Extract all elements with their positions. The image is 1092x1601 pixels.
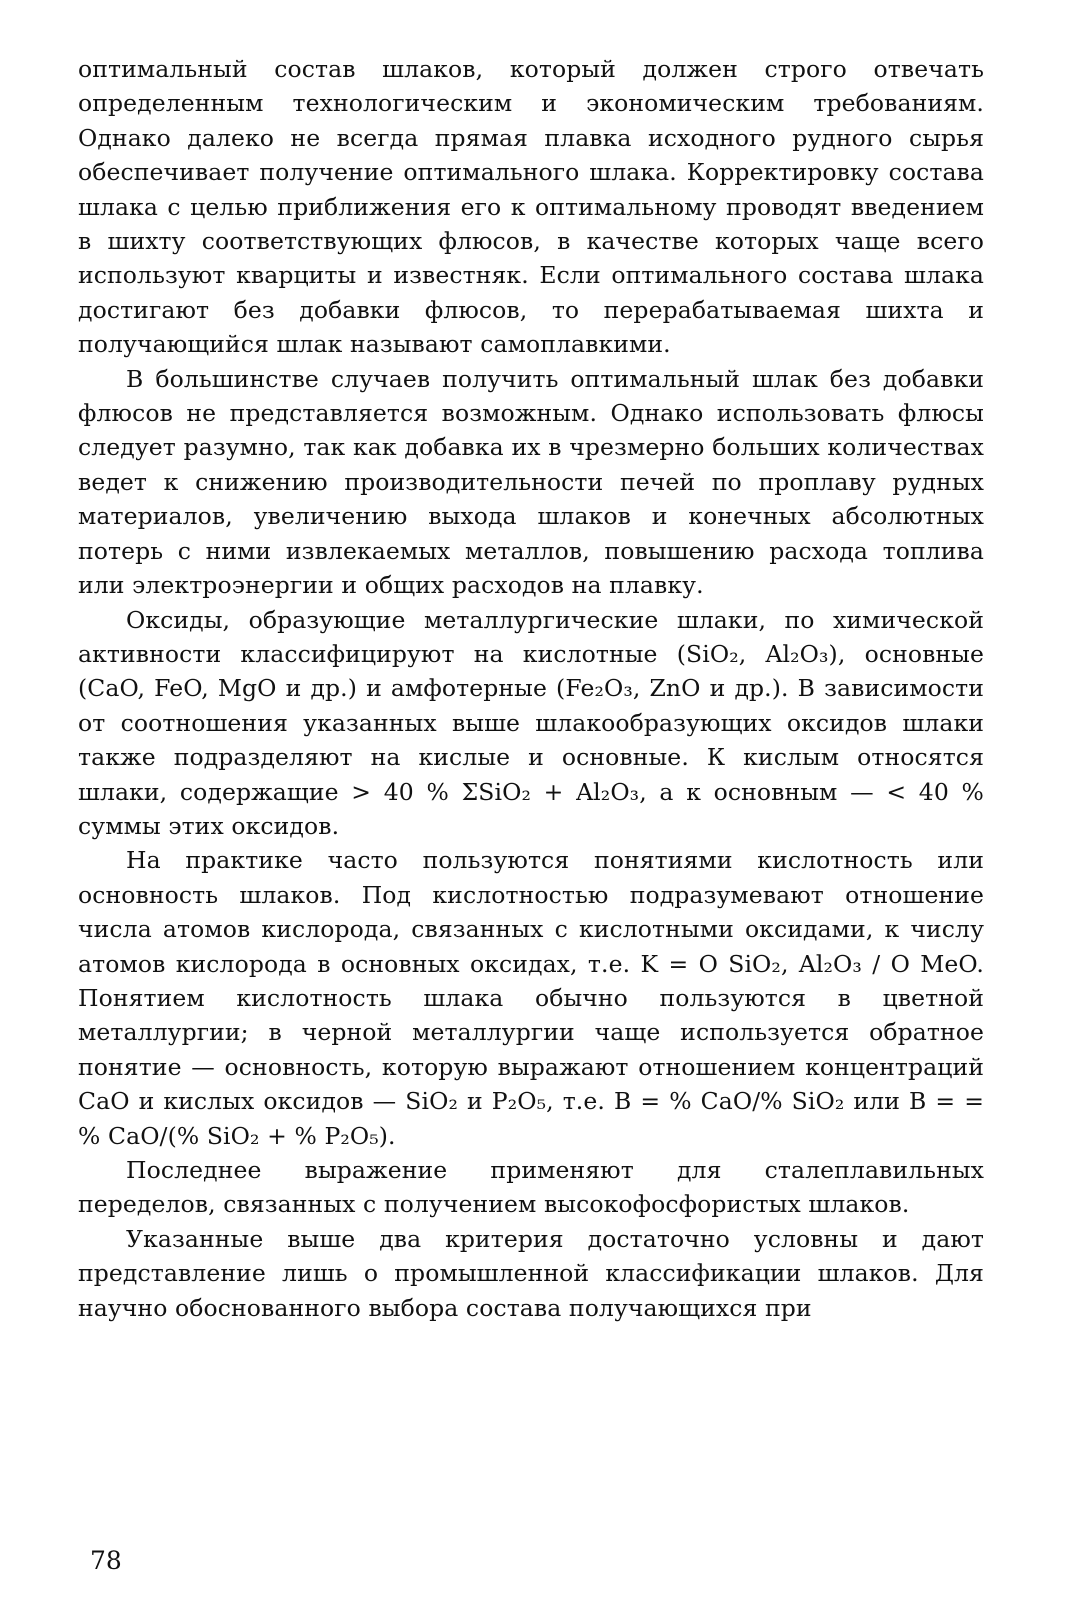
paragraph-2: В большинстве случаев получить оптимальный шлак без добавки флюсов не представляется возможным. Однако использовать флюсы следует разумно, так как добавка их в чрезмерно больших количествах ведет к снижению производительности печей по проплаву рудных материалов, увеличению выхода шлаков и конечных абсолютных потерь с ними извлекаемых металлов, повышению расхода топлива или электроэнергии и общих расходов на плавку. bbox=[78, 364, 984, 600]
paragraph-4: На практике часто пользуются понятиями кислотность или основность шлаков. Под кислотностью подразумевают отношение числа атомов кислорода, связанных с кислотными оксидами, к числу атомов кислорода в основных оксидах, т.е. K = O SiO₂, Al₂O₃ / O MeO. Понятием кислотность шлака обычно пользуются в цветной металлургии; в черной металлургии чаще используется обратное понятие — основность, которую выражают отношением концентраций CaO и кислых оксидов — SiO₂ и P₂O₅, т.е. B = % CaO/% SiO₂ или B = = % CaO/(% SiO₂ + % P₂O₅). bbox=[78, 846, 984, 1150]
paragraph-3: Оксиды, образующие металлургические шлаки, по химической активности классифицируют на кислотные (SiO₂, Al₂O₃), основные (CaO, FeO, MgO и др.) и амфотерные (Fe₂O₃, ZnO и др.). В зависимости от соотношения указанных выше шлакообразующих оксидов шлаки также подразделяют на кислые и основные. К кислым относятся шлаки, содержащие > 40 % ΣSiO₂ + Al₂O₃, а к основным — < 40 % суммы этих оксидов. bbox=[78, 605, 984, 840]
page-body bbox=[78, 52, 984, 1552]
page-number: 78 bbox=[90, 1546, 122, 1575]
paragraph-6: Указанные выше два критерия достаточно условны и дают представление лишь о промышленной классификации шлаков. Для научно обоснованного выбора состава получающихся при bbox=[78, 1224, 984, 1322]
paragraph-1: оптимальный состав шлаков, который должен строго отвечать определенным технологическим и экономическим требованиям. Однако далеко не всегда прямая плавка исходного рудного сырья обеспечивает получение оптимального шлака. Корректировку состава шлака с целью приближения его к оптимальному проводят введением в шихту соответствующих флюсов, в качестве которых чаще всего используют кварциты и известняк. Если оптимального состава шлака достигают без добавки флюсов, то перерабатываемая шихта и получающийся шлак называют самоплавкими. bbox=[78, 55, 984, 359]
paragraph-5: Последнее выражение применяют для сталеплавильных переделов, связанных с получением высокофосфористых шлаков. bbox=[78, 1156, 984, 1219]
